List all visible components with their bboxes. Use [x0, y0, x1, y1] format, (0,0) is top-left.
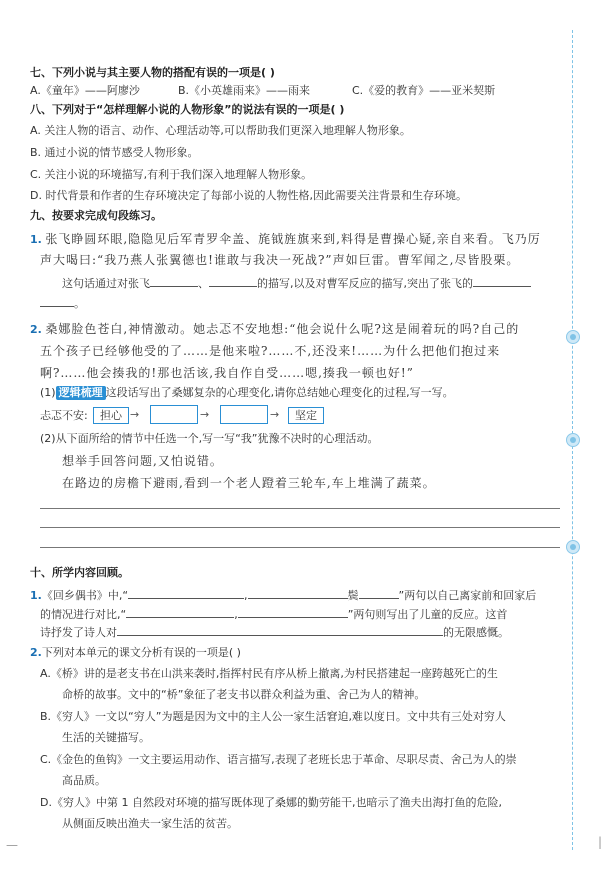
q9-p2-number: 2.	[30, 323, 42, 336]
answer-line[interactable]	[40, 547, 560, 548]
q9-p2-sub2: (2)从下面所给的情节中任选一个,写一写“我”犹豫不决时的心理活动。	[40, 432, 379, 445]
answer-blank[interactable]	[248, 588, 348, 599]
q7-option-c[interactable]: C.《爱的教育》——亚米契斯	[352, 84, 496, 97]
answer-blank[interactable]	[238, 607, 348, 618]
q10-p1-line3: 诗抒发了诗人对 的无限感慨。	[40, 626, 509, 639]
answer-blank[interactable]	[150, 276, 198, 287]
margin-dot-icon	[566, 330, 580, 344]
page-edge-mark: |	[598, 835, 603, 849]
q10-p1-line2: 的情况进行对比,“ , ”两句则写出了儿童的反应。这首	[40, 608, 508, 621]
q8-title: 八、下列对于“怎样理解小说的人物形象”的说法有误的一项是( )	[30, 103, 345, 116]
q9-p2-option1[interactable]: 想举手回答问题,又怕说错。	[62, 454, 223, 468]
q10-title: 十、所学内容回顾。	[30, 566, 129, 579]
answer-line[interactable]	[40, 527, 560, 528]
q8-option-b[interactable]: B. 通过小说的情节感受人物形象。	[30, 146, 199, 159]
q9-p1-passage-l1: 张飞睁圆环眼,隐隐见后军青罗伞盖、旄钺旌旗来到,料得是曹操心疑,亲自来看。飞乃厉	[45, 232, 541, 246]
q9-p1-passage-l2: 声大喝曰:“我乃燕人张翼德也!谁敢与我决一死战?”声如巨雷。曹军闻之,尽皆股栗。	[40, 253, 520, 267]
q7-title: 七、下列小说与其主要人物的搭配有误的一项是( )	[30, 66, 275, 79]
answer-blank[interactable]	[209, 276, 257, 287]
answer-blank[interactable]	[126, 607, 234, 618]
q10-p2-option-d-l1[interactable]: D.《穷人》中第 1 自然段对环境的描写既体现了桑娜的勤劳能干,也暗示了渔夫出海打鱼的危险,	[40, 796, 502, 809]
answer-blank[interactable]	[128, 588, 244, 599]
q9-p2-passage-l2: 五个孩子已经够他受的了……是他来啦?……不,还没来!……为什么把他们抱过来	[40, 344, 501, 358]
q10-p2-option-b-l1[interactable]: B.《穷人》一文以“穷人”为题是因为文中的主人公一家生活窘迫,难以度日。文中共有三处对穷人	[40, 710, 506, 723]
answer-blank[interactable]	[117, 625, 443, 636]
answer-line[interactable]	[40, 508, 560, 509]
q7-option-b[interactable]: B.《小英雄雨来》——雨来	[178, 84, 311, 97]
q10-p2-option-a-l1[interactable]: A.《桥》讲的是老支书在山洪来袭时,指挥村民有序从桥上撤离,为村民搭建起一座跨越死亡的生	[40, 667, 498, 680]
flow-box-answer-3[interactable]	[220, 405, 268, 424]
page-corner-mark: —	[6, 838, 18, 852]
q9-p2-passage-l1: 桑娜脸色苍白,神情激动。她忐忑不安地想:“他会说什么呢?这是闹着玩的吗?自己的	[45, 322, 520, 336]
q9-p1-line1	[30, 232, 541, 247]
answer-blank[interactable]	[359, 588, 399, 599]
q10-p2-option-c-l1[interactable]: C.《金色的鱼钩》一文主要运用动作、语言描写,表现了老班长忠于革命、尽职尽责、舍己为人的崇	[40, 753, 517, 766]
q10-p2-option-c-l2: 高品质。	[62, 774, 106, 787]
q9-p2-sub1: (1) 逻辑梳理 这段话写出了桑娜复杂的心理变化,请你总结她心理变化的过程,写一写。	[40, 386, 454, 399]
logic-tag-badge: 逻辑梳理	[56, 386, 106, 400]
q10-p2-option-b-l2: 生活的关键描写。	[62, 731, 150, 744]
q10-p2-option-a-l2: 命桥的故事。文中的“桥”象征了老支书以群众利益为重、舍己为人的精神。	[62, 688, 426, 701]
q9-title: 九、按要求完成句段练习。	[30, 209, 162, 222]
answer-blank[interactable]	[40, 296, 74, 307]
flow-box-answer-2[interactable]	[150, 405, 198, 424]
margin-dot-icon	[566, 540, 580, 554]
q9-p1-fill-sentence: 这句话通过对张飞 、 的描写,以及对曹军反应的描写,突出了张飞的	[62, 276, 531, 291]
q9-p1-number: 1.	[30, 233, 42, 246]
arrow-right-icon: →	[130, 408, 140, 421]
arrow-right-icon: →	[200, 408, 210, 421]
q7-option-a[interactable]: A.《童年》——阿廖沙	[30, 84, 140, 97]
answer-blank[interactable]	[473, 276, 531, 287]
q8-option-c[interactable]: C. 关注小说的环境描写,有利于我们深入地理解人物形象。	[30, 168, 313, 181]
q9-p1-fill-end: 。	[40, 296, 85, 311]
flow-box-worry: 担心	[93, 407, 129, 424]
q10-p2-title: 2.下列对本单元的课文分析有误的一项是( )	[30, 646, 241, 659]
arrow-right-icon: →	[270, 408, 280, 421]
q9-p2-passage-l3: 啊?……他会揍我的!那也活该,我自作自受……嗯,揍我一顿也好!”	[40, 366, 414, 380]
q9-p2-line1	[30, 322, 519, 337]
margin-dot-icon	[566, 433, 580, 447]
q9-p2-option2[interactable]: 在路边的房檐下避雨,看到一个老人蹬着三轮车,车上堆满了蔬菜。	[62, 476, 436, 490]
q8-option-a[interactable]: A. 关注人物的语言、动作、心理活动等,可以帮助我们更深入地理解人物形象。	[30, 124, 411, 137]
flow-start-label: 忐忑不安:	[40, 409, 88, 422]
q10-p2-option-d-l2: 从侧面反映出渔夫一家生活的贫苦。	[62, 817, 238, 830]
flow-box-firm: 坚定	[288, 407, 324, 424]
q8-option-d[interactable]: D. 时代背景和作者的生存环境决定了每部小说的人物性格,因此需要关注背景和生存环境。	[30, 189, 467, 202]
q10-p1-line1: 1.《回乡偶书》中,“ , 鬓 ”两句以自己离家前和回家后	[30, 589, 537, 602]
